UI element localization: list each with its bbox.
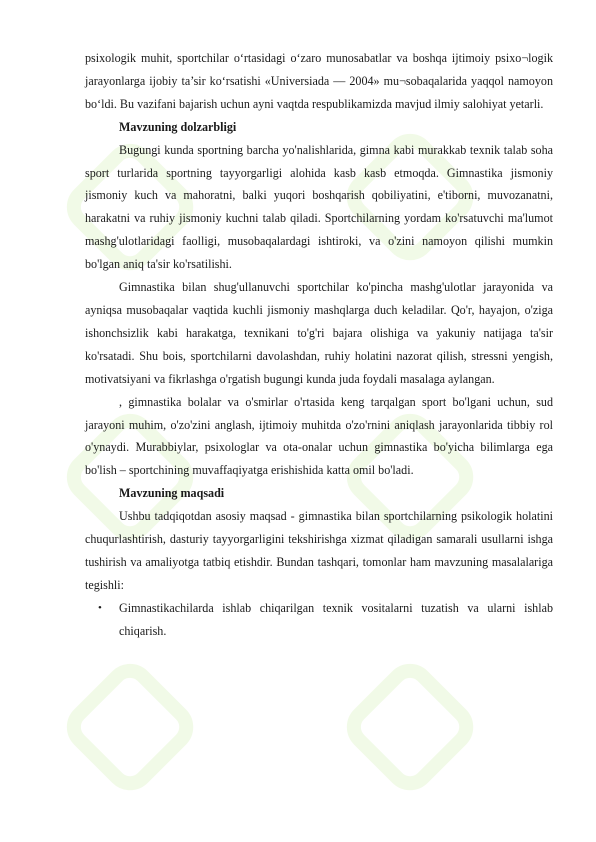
section-heading: Mavzuning dolzarbligi bbox=[119, 119, 237, 134]
watermark-mark bbox=[332, 649, 497, 814]
document-page bbox=[85, 47, 553, 643]
section-heading: Mavzuning maqsadi bbox=[119, 486, 225, 501]
body-paragraph: Gimnastika bilan shug'ullanuvchi sportchilar ko'pincha mashg'ulotlar jarayonida va ayniqsa musobaqalar vaqtida kuchli jismoniy mashqlarga duch keladilar. Qo'r, hayajon, o'ziga ishonchsizlik kabi harakatga, texnikani to'g'ri bajara olishiga va yakuniy natijaga ta'sir ko'rsatadi. Shu bois, sportchilarni davolashdan, ruhiy holatini nazorat qilish, stressni yengish, motivatsiyani va fikrlashga o'rgatish bugungi kunda juda foydali masalaga aylangan. bbox=[85, 280, 553, 386]
bullet-item bbox=[85, 597, 553, 643]
bullet-icon: • bbox=[98, 601, 102, 614]
bullet-text: Gimnastikachilarda ishlab chiqarilgan texnik vositalarni tuzatish va ularni ishlab chiqarish. bbox=[119, 600, 553, 638]
body-paragraph: Bugungi kunda sportning barcha yo'nalishlarida, gimna kabi murakkab texnik talab soha sport turlarida sportning tayyorgarligi alohida kasb kasb etmoqda. Gimnastika jismoniy jismoniy kuch va mahoratni, balki yuqori boshqarish qobiliyatini, e'tiborni, muvozanatni, harakatni va ruhiy jismoniy kuchni talab qiladi. Sportchilarning yordam ko'rsatuvchi ma'lumot mashg'ulotlaridagi faolligi, musobaqalardagi ishtiroki, va o'zini namoyon qilishi mumkin bo'lgan aniq ta'sir ko'rsatilishi. bbox=[85, 142, 553, 272]
body-paragraph: Ushbu tadqiqotdan asosiy maqsad - gimnastika bilan sportchilarning psikologik holatini chuqurlashtirish, dasturiy tayyorgarligini tekshirishga xizmat qiladigan samarali usullarni ishga tushirish va amaliyotga tatbiq etishdir. Bundan tashqari, tomonlar ham mavzuning masalalariga tegishli: bbox=[85, 509, 553, 592]
body-paragraph: , gimnastika bolalar va o'smirlar o'rtasida keng tarqalgan sport bo'lgani uchun, sud jarayoni muhim, o'zo'zini anglash, ijtimoiy muhitda o'zo'rnini aniqlash jarayonlarida tibbiy rol o'ynaydi. Murabbiylar, psixologlar va ota-onalar uchun gimnastika bo'yicha bilimlarga ega bo'lish – sportchining muvaffaqiyatga erishishida katta omil bo'ladi. bbox=[85, 394, 553, 478]
watermark-mark bbox=[52, 649, 217, 814]
body-paragraph: psixologik muhit, sportchilar o‘rtasidagi o‘zaro munosabatlar va boshqa ijtimoiy psixo¬logik jarayonlarga ijobiy ta’sir ko‘rsatishi «Universiada — 2004» mu¬sobaqalarida yaqqol namoyon bo‘ldi. Bu vazifani bajarish uchun ayni vaqtda respublikamizda mavjud ilmiy salohiyat yetarli. bbox=[85, 51, 553, 111]
